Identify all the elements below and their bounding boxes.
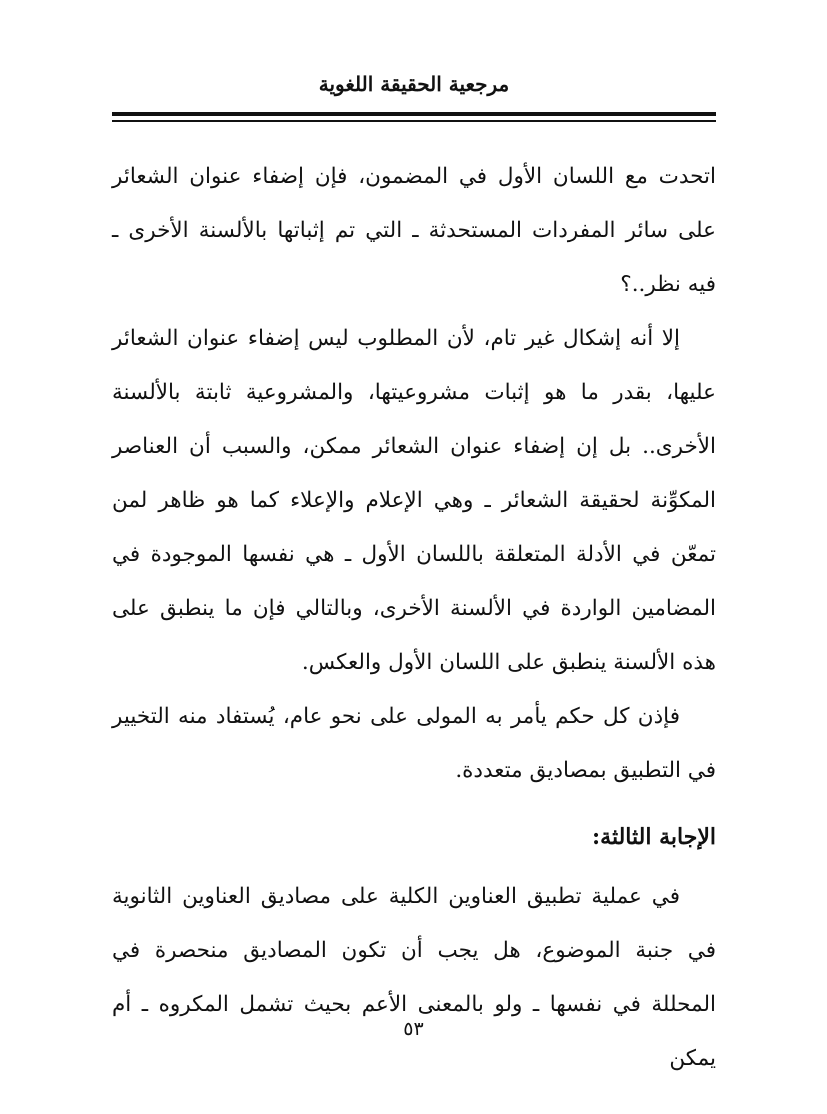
body-text	[112, 150, 716, 1086]
header-rule-thin	[112, 120, 716, 122]
running-header-title: مرجعية الحقيقة اللغوية	[318, 72, 510, 96]
section-heading: الإجابة الثالثة:	[592, 824, 716, 850]
paragraph-3: فإذن كل حكم يأمر به المولى على نحو عام، يُستفاد منه التخيير في التطبيق بمصاديق متعددة.	[112, 704, 716, 783]
paragraph-1: اتحدت مع اللسان الأول في المضمون، فإن إضفاء عنوان الشعائر على سائر المفردات المستحدثة ـ التي تم إثباتها بالألسنة الأخرى ـ فيه نظر..؟	[112, 164, 716, 297]
paragraph-4: في عملية تطبيق العناوين الكلية على مصاديق العناوين الثانوية في جنبة الموضوع، هل يجب أن تكون المصاديق منحصرة في المحللة في نفسها ـ ولو بالمعنى الأعم بحيث تشمل المكروه ـ أم يمكن	[112, 884, 716, 1071]
header-rule-thick	[112, 112, 716, 116]
page-number: ٥٣	[403, 1018, 424, 1040]
paragraph-2: إلا أنه إشكال غير تام، لأن المطلوب ليس إضفاء عنوان الشعائر عليها، بقدر ما هو إثبات مشروعيتها، والمشروعية ثابتة بالألسنة الأخرى.. بل إن إضفاء عنوان الشعائر ممكن، والسبب أن العناصر المكوِّنة لحقيقة الشعائر ـ وهي الإعلام والإعلاء كما هو ظاهر لمن تمعّن في الأدلة المتعلقة باللسان الأول ـ هي نفسها الموجودة في المضامين الواردة في الألسنة الأخرى، وبالتالي فإن ما ينطبق على هذه الألسنة ينطبق على اللسان الأول والعكس.	[112, 326, 716, 675]
